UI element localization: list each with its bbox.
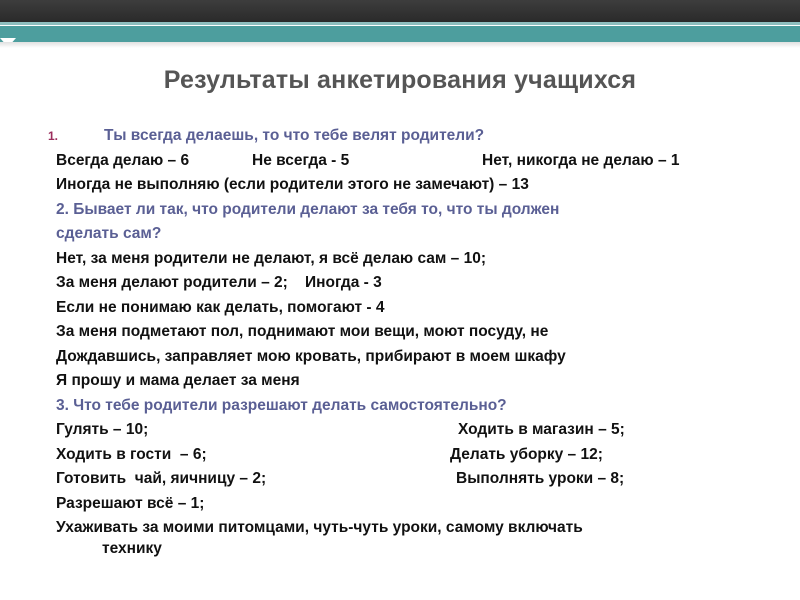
slide-content: [48, 124, 776, 559]
question-3-pair-row: [56, 467, 776, 492]
answer-walk: Гулять – 10;: [56, 421, 149, 438]
header-shadow: [0, 42, 800, 48]
question-1-answers-row: [56, 149, 776, 174]
answer-visit: Ходить в гости – 6;: [56, 445, 207, 463]
question-1-number: 1.: [48, 129, 59, 143]
question-2-answer: Если не понимаю как делать, помогают - 4: [56, 298, 385, 316]
question-1: [48, 124, 776, 149]
answer-always: Всегда делаю – 6: [56, 151, 190, 169]
answer-homework: Выполнять уроки – 8;: [456, 470, 625, 487]
slide-title: Результаты анкетирования учащихся: [163, 66, 637, 94]
answer-never: Нет, никогда не делаю – 1: [482, 151, 680, 169]
answer-not-always: Не всегда - 5: [252, 151, 350, 169]
answer-pets-line-2: технику: [102, 539, 162, 557]
question-2-answer: За меня делают родители – 2; Иногда - 3: [56, 274, 382, 291]
answer-shop: Ходить в магазин – 5;: [458, 421, 625, 438]
answer-cook: Готовить чай, яичницу – 2;: [56, 470, 267, 487]
header-dark-bar: [0, 0, 800, 22]
question-2-answer: Дождавшись, заправляет мою кровать, прибирают в моем шкафу: [56, 347, 566, 365]
header-teal-bar: [0, 26, 800, 42]
question-2-answer: Я прошу и мама делает за меня: [56, 372, 300, 389]
question-2-line-2: сделать сам?: [56, 225, 162, 242]
question-3-text: 3. Что тебе родители разрешают делать самостоятельно?: [56, 396, 507, 414]
question-2-answer: За меня подметают пол, поднимают мои вещи, моют посуду, не: [56, 323, 549, 340]
answer-all-allowed: Разрешают всё – 1;: [56, 494, 205, 512]
question-1-text: Ты всегда делаешь, то что тебе велят родители?: [104, 127, 485, 144]
answer-pets-line-1: Ухаживать за моими питомцами, чуть-чуть уроки, самому включать: [56, 519, 583, 536]
answer-sometimes: Иногда не выполняю (если родители этого не замечают) – 13: [56, 176, 529, 193]
question-3-pair-row: [56, 418, 776, 443]
question-2-line-1: 2. Бывает ли так, что родители делают за тебя то, что ты должен: [56, 200, 560, 218]
answer-cleaning: Делать уборку – 12;: [450, 445, 603, 463]
question-2-answer: Нет, за меня родители не делают, я всё делаю сам – 10;: [56, 249, 487, 267]
question-3-pair-row: [56, 443, 776, 468]
